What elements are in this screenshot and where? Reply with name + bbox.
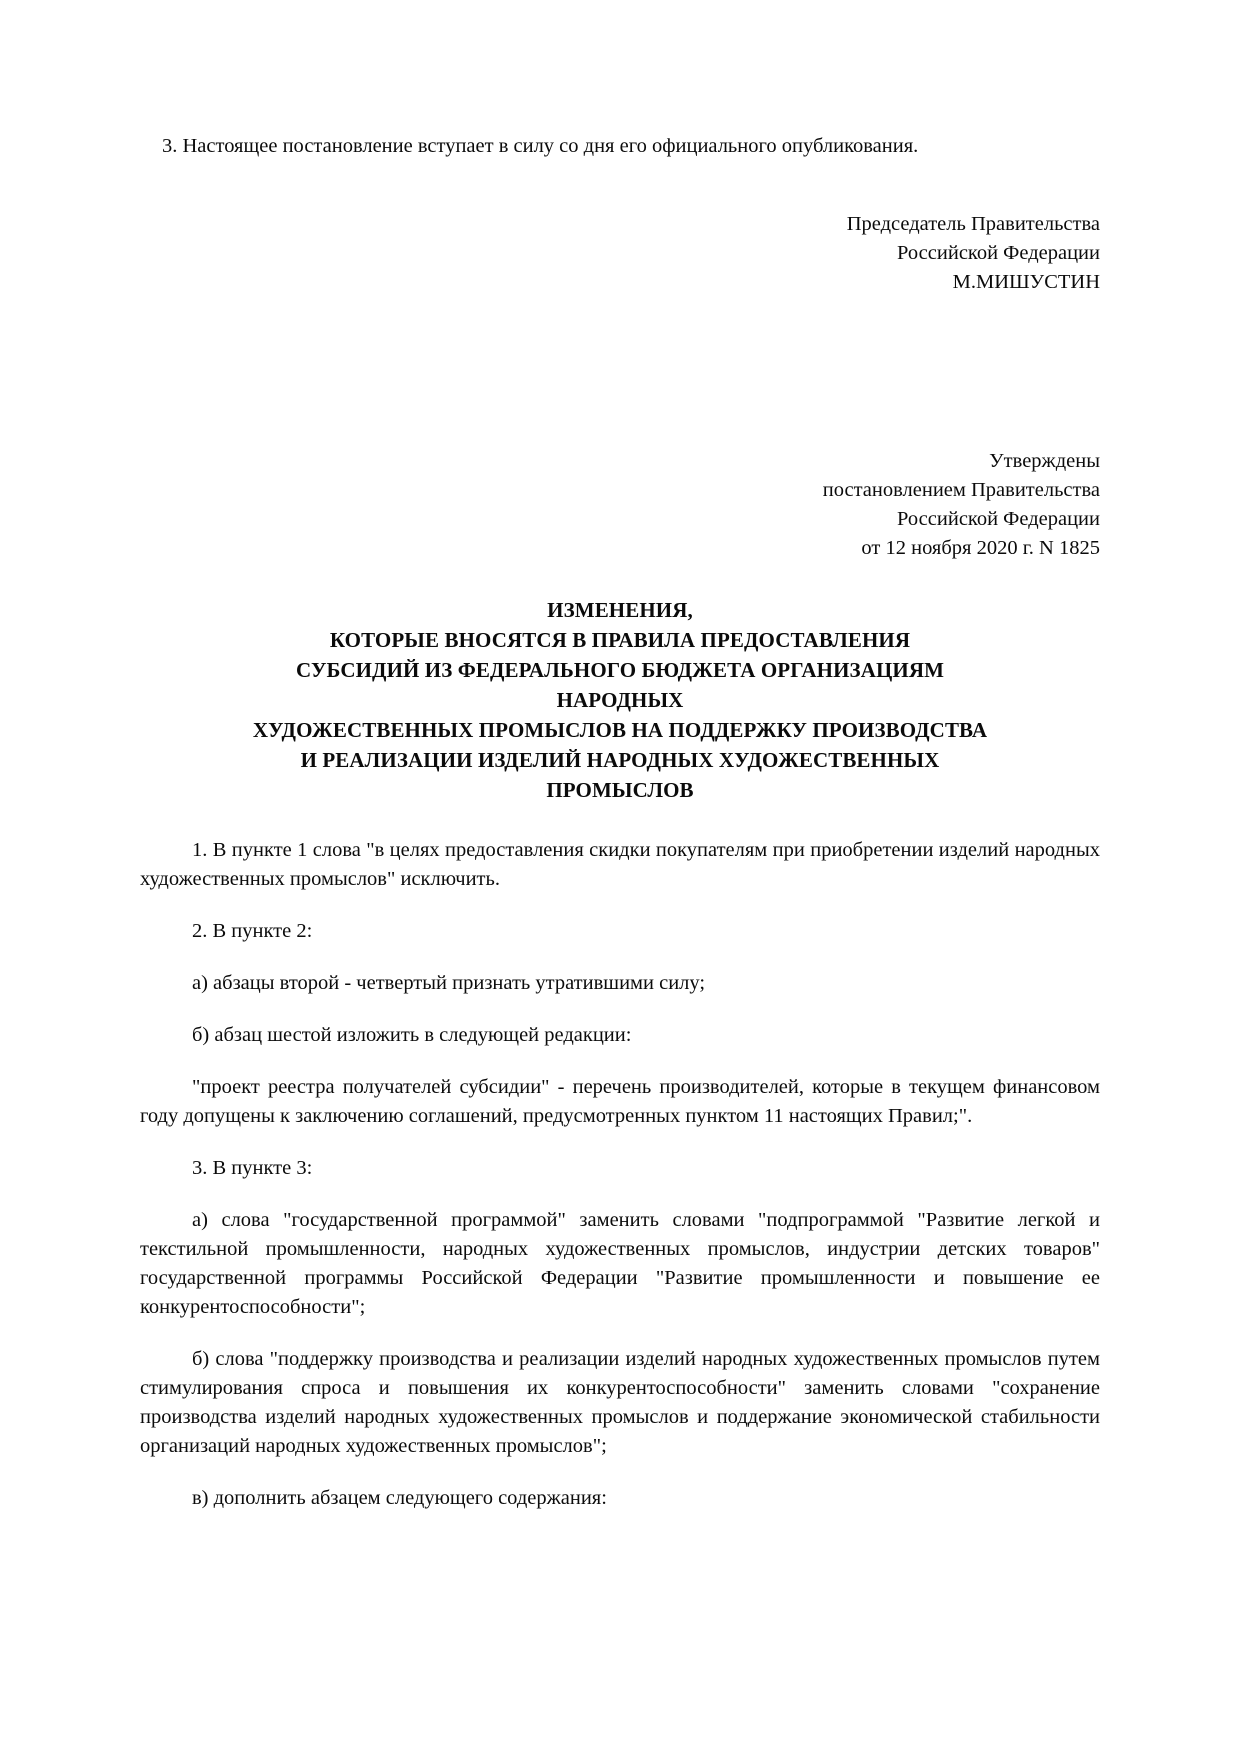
opening-clause-paragraph: 3. Настоящее постановление вступает в силу со дня его официального опубликования. bbox=[162, 135, 919, 157]
title-line-3: СУБСИДИЙ ИЗ ФЕДЕРАЛЬНОГО БЮДЖЕТА ОРГАНИЗАЦИЯМ bbox=[295, 658, 945, 682]
body-paragraph-1: 1. В пункте 1 слова "в целях предоставления скидки покупателям при приобретении изделий народных художественных промыслов" исключить. bbox=[140, 839, 1100, 890]
title-line-1: ИЗМЕНЕНИЯ, bbox=[547, 598, 693, 622]
document-body bbox=[140, 836, 1100, 1513]
body-paragraph-2: 2. В пункте 2: bbox=[192, 920, 313, 942]
body-paragraph-6: 3. В пункте 3: bbox=[192, 1157, 313, 1179]
body-paragraph-7: а) слова "государственной программой" заменить словами "подпрограммой "Развитие легкой и текстильной промышленности, народных художественных промыслов, индустрии детских товаров" государственной программы Российской Федерации "Развитие промышленности и повышение ее конкурентоспособности"; bbox=[140, 1209, 1100, 1318]
title-line-6: И РЕАЛИЗАЦИИ ИЗДЕЛИЙ НАРОДНЫХ ХУДОЖЕСТВЕННЫХ bbox=[300, 748, 940, 772]
title-line-2: КОТОРЫЕ ВНОСЯТСЯ В ПРАВИЛА ПРЕДОСТАВЛЕНИЯ bbox=[329, 628, 911, 652]
body-paragraph-3: а) абзацы второй - четвертый признать утратившими силу; bbox=[192, 972, 706, 994]
approval-source-line-2: Российской Федерации bbox=[897, 508, 1100, 530]
body-paragraph-4: б) абзац шестой изложить в следующей редакции: bbox=[192, 1024, 632, 1046]
approval-label: Утверждены bbox=[989, 450, 1100, 472]
approval-date-number: от 12 ноября 2020 г. N 1825 bbox=[861, 537, 1100, 559]
body-paragraph-9: в) дополнить абзацем следующего содержания: bbox=[192, 1487, 607, 1509]
document-title bbox=[140, 595, 1100, 805]
signatory-position-line-1: Председатель Правительства bbox=[846, 213, 1100, 235]
body-paragraph-5: "проект реестра получателей субсидии" - перечень производителей, которые в текущем финансовом году допущены к заключению соглашений, предусмотренных пунктом 11 настоящих Правил;". bbox=[140, 1076, 1100, 1127]
signature-block bbox=[140, 210, 1100, 297]
body-paragraph-8: б) слова "поддержку производства и реализации изделий народных художественных промыслов путем стимулирования спроса и повышения их конкурентоспособности" заменить словами "сохранение производства изделий народных художественных промыслов и поддержание экономической стабильности организаций народных художественных промыслов"; bbox=[140, 1348, 1100, 1457]
approval-block bbox=[140, 447, 1100, 563]
title-line-4: НАРОДНЫХ bbox=[556, 688, 684, 712]
signatory-position-line-2: Российской Федерации bbox=[897, 242, 1100, 264]
approval-source-line-1: постановлением Правительства bbox=[822, 479, 1100, 501]
title-line-5: ХУДОЖЕСТВЕННЫХ ПРОМЫСЛОВ НА ПОДДЕРЖКУ ПРОИЗВОДСТВА bbox=[252, 718, 988, 742]
title-line-7: ПРОМЫСЛОВ bbox=[546, 778, 694, 802]
signatory-name: М.МИШУСТИН bbox=[952, 271, 1100, 293]
